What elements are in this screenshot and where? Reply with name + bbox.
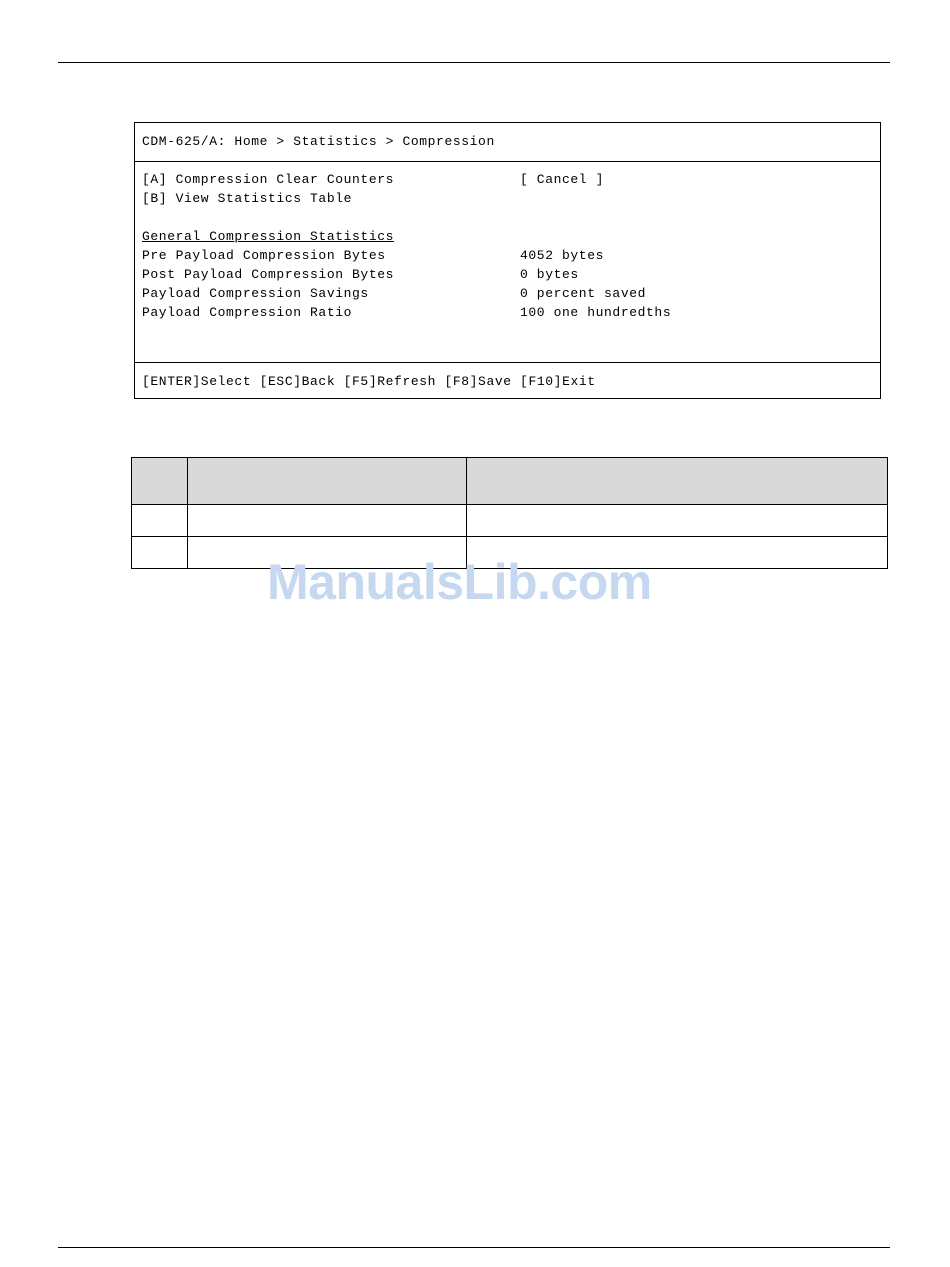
- stat-label: Payload Compression Savings: [142, 286, 369, 301]
- page-top-rule: [58, 62, 890, 63]
- stat-label: Payload Compression Ratio: [142, 305, 353, 320]
- menu-item-clear-counters[interactable]: [A] Compression Clear Counters: [142, 172, 395, 187]
- watermark: ManualsLib.com: [267, 554, 652, 610]
- breadcrumb: CDM-625/A: Home > Statistics > Compression: [142, 134, 495, 149]
- table-header-cell: [132, 458, 188, 505]
- table-header-cell: [467, 458, 888, 505]
- table-header-row: [132, 458, 888, 505]
- table-cell: [467, 505, 888, 537]
- menu-item-view-statistics[interactable]: [B] View Statistics Table: [142, 191, 353, 206]
- stat-label: Post Payload Compression Bytes: [142, 267, 395, 282]
- section-title: General Compression Statistics: [142, 229, 395, 244]
- table-cell: [188, 505, 467, 537]
- table-cell: [132, 505, 188, 537]
- table-cell: [132, 537, 188, 569]
- table-header-cell: [188, 458, 467, 505]
- stat-value: 100 one hundredths: [520, 305, 672, 320]
- terminal-header: [135, 123, 880, 162]
- terminal-footer: [135, 362, 880, 400]
- stat-value: 0 percent saved: [520, 286, 647, 301]
- table-row: [132, 505, 888, 537]
- page-bottom-rule: [58, 1247, 890, 1248]
- stat-value: 0 bytes: [520, 267, 579, 282]
- terminal-screen: [134, 122, 881, 399]
- cancel-option[interactable]: [ Cancel ]: [520, 172, 605, 187]
- key-help: [ENTER]Select [ESC]Back [F5]Refresh [F8]Save [F10]Exit: [142, 374, 596, 389]
- stat-label: Pre Payload Compression Bytes: [142, 248, 386, 263]
- stat-value: 4052 bytes: [520, 248, 605, 263]
